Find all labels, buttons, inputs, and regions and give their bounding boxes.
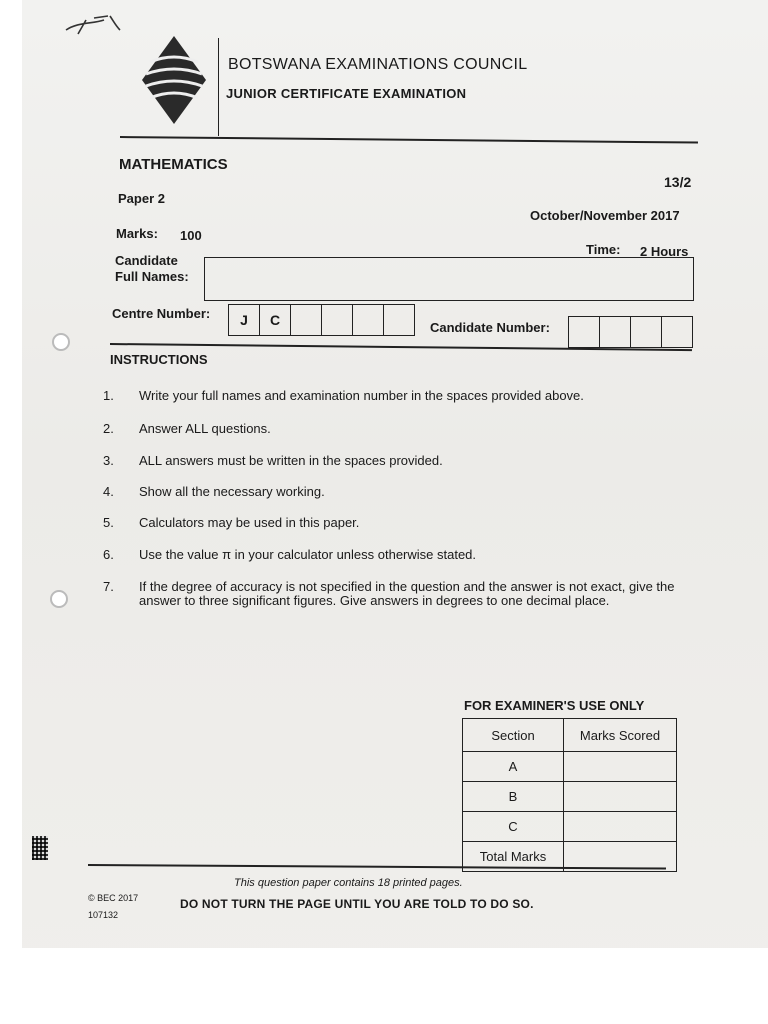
candidate-names-field[interactable] [204, 257, 694, 301]
candidate-number-boxes[interactable] [568, 316, 693, 348]
time-label: Time: [586, 242, 621, 257]
paper-code: 13/2 [664, 174, 692, 190]
marks-cell[interactable] [564, 812, 677, 842]
instruction-number: 2. [103, 421, 114, 436]
barcode-icon [32, 836, 48, 860]
candidate-number-label: Candidate Number: [430, 320, 550, 335]
centre-number-label: Centre Number: [112, 306, 211, 321]
marks-value: 100 [180, 228, 202, 243]
centre-box[interactable]: J [229, 305, 260, 335]
table-row [463, 752, 677, 782]
instruction-number: 7. [103, 579, 114, 594]
section-cell: C [463, 812, 564, 842]
do-not-turn-warning: DO NOT TURN THE PAGE UNTIL YOU ARE TOLD TO DO SO. [180, 897, 534, 911]
candidate-names-label [115, 253, 189, 285]
section-cell: Total Marks [463, 842, 564, 872]
candidate-label-line2: Full Names: [115, 269, 189, 284]
centre-box[interactable]: C [260, 305, 291, 335]
serial-number: 107132 [88, 910, 119, 920]
instruction-text: If the degree of accuracy is not specified in the question and the answer is not exact, give the answer to three significant figures. Give answers in degrees to one decimal place. [139, 579, 675, 608]
centre-box[interactable] [291, 305, 322, 335]
punch-hole [52, 333, 70, 351]
handwritten-mark [64, 12, 128, 42]
centre-box[interactable] [353, 305, 384, 335]
section-cell: B [463, 782, 564, 812]
candidate-box[interactable] [600, 317, 631, 347]
examiner-use-title: FOR EXAMINER'S USE ONLY [464, 698, 645, 713]
exam-session: October/November 2017 [530, 208, 680, 223]
scan-bottom-margin [0, 948, 768, 1024]
candidate-box[interactable] [631, 317, 662, 347]
candidate-label-line1: Candidate [115, 253, 178, 268]
candidate-box[interactable] [569, 317, 600, 347]
instruction-number: 1. [103, 388, 114, 403]
section-cell: A [463, 752, 564, 782]
instruction-text: Write your full names and examination number in the spaces provided above. [139, 388, 584, 403]
time-value: 2 Hours [640, 244, 689, 259]
bec-logo [140, 34, 208, 126]
instruction-number: 4. [103, 484, 114, 499]
marks-label: Marks: [116, 226, 158, 241]
subject-title: MATHEMATICS [119, 156, 228, 173]
column-header-marks: Marks Scored [564, 719, 677, 752]
column-header-section: Section [463, 719, 564, 752]
copyright: © BEC 2017 [88, 893, 139, 903]
marks-cell[interactable] [564, 782, 677, 812]
table-header-row [463, 719, 677, 752]
org-name: BOTSWANA EXAMINATIONS COUNCIL [228, 56, 528, 73]
instruction-text: Show all the necessary working. [139, 484, 325, 499]
table-row [463, 782, 677, 812]
marks-cell[interactable] [564, 752, 677, 782]
scan-margin [0, 0, 22, 950]
instruction-text: Answer ALL questions. [139, 421, 271, 436]
header-divider [218, 38, 219, 136]
centre-number-boxes[interactable] [228, 304, 415, 336]
table-row [463, 812, 677, 842]
paper-number: Paper 2 [118, 191, 165, 206]
centre-box[interactable] [322, 305, 353, 335]
instruction-number: 6. [103, 547, 114, 562]
page-count-note: This question paper contains 18 printed pages. [234, 877, 463, 889]
exam-name: JUNIOR CERTIFICATE EXAMINATION [226, 86, 467, 101]
candidate-box[interactable] [662, 317, 692, 347]
instruction-text: Use the value π in your calculator unless otherwise stated. [139, 547, 477, 562]
instruction-text: ALL answers must be written in the spaces provided. [139, 453, 443, 468]
punch-hole [50, 590, 68, 608]
instruction-number: 5. [103, 515, 114, 530]
instruction-text: Calculators may be used in this paper. [139, 515, 360, 530]
instruction-number: 3. [103, 453, 114, 468]
examiner-marks-table [462, 718, 677, 872]
instructions-title: INSTRUCTIONS [110, 352, 208, 367]
centre-box[interactable] [384, 305, 414, 335]
